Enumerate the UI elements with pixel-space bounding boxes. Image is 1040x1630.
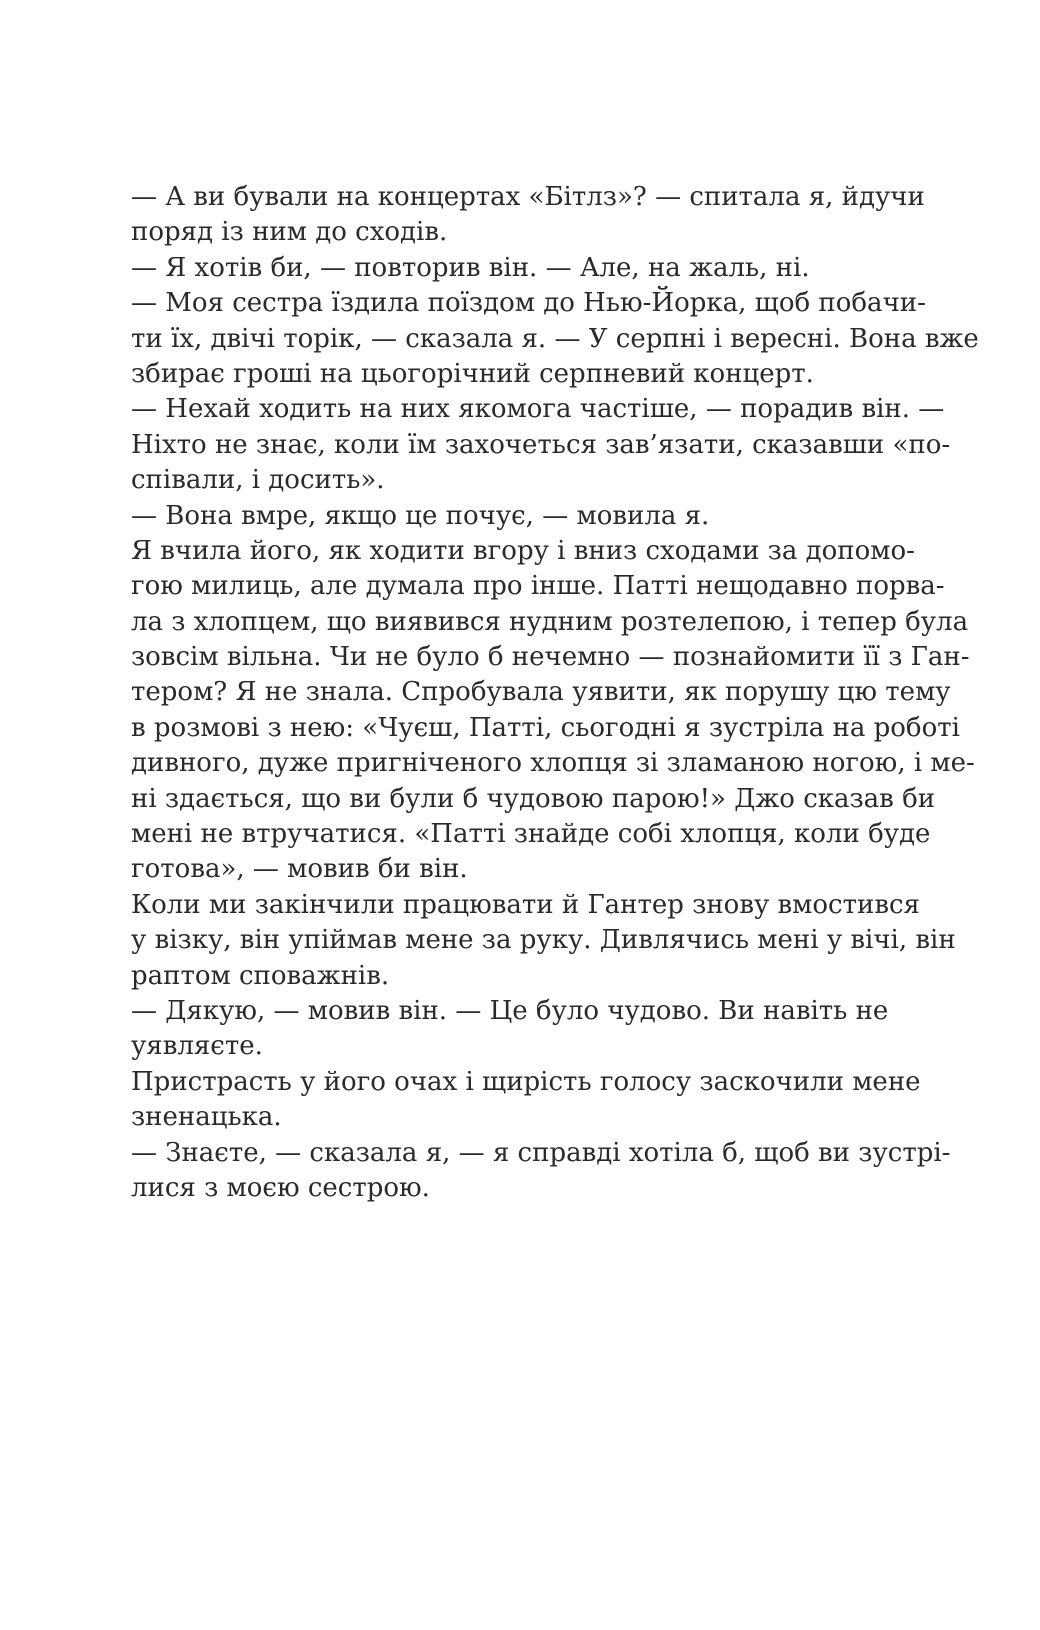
text-line: — А ви бували на концертах «Бітлз»? — спитала я, йдучи xyxy=(131,182,925,212)
text-line: Я вчила його, як ходити вгору і вниз сходами за допомо- xyxy=(131,535,915,566)
text-line: — Дякую, — мовив він. — Це було чудово. Ви навіть не xyxy=(131,995,889,1026)
text-line: уявляєте. xyxy=(131,1031,263,1062)
text-line: гою милиць, але думала про інше. Патті нещодавно порва- xyxy=(131,571,945,602)
text-line: в розмові з нею: «Чуєш, Патті, сьогодні я зустріла на роботі xyxy=(131,712,960,743)
text-line: мені не втручатися. «Патті знайде собі хлопця, коли буде xyxy=(131,819,931,850)
text-line: — Нехай ходить на них якомога частіше, — порадив він. — xyxy=(131,394,945,425)
text-line: у візку, він упіймав мене за руку. Дивлячись мені у вічі, він xyxy=(131,925,956,956)
text-line: дивного, дуже пригніченого хлопця зі зламаною ногою, і ме- xyxy=(131,748,975,779)
text-line: зненацька. xyxy=(131,1102,282,1133)
text-line: співали, і досить». xyxy=(131,465,385,496)
text-line: Ніхто не знає, коли їм захочеться зав’язати, сказавши «по- xyxy=(131,429,951,460)
text-line: збирає гроші на цьогорічний серпневий концерт. xyxy=(131,358,814,389)
text-line: поряд із ним до сходів. xyxy=(131,217,448,248)
text-line: — Я хотів би, — повторив він. — Але, на жаль, ні. xyxy=(131,252,810,283)
body-text xyxy=(131,180,979,1206)
text-line: раптом споважнів. xyxy=(131,960,390,991)
text-line: готова», — мовив би він. xyxy=(131,854,468,885)
text-line: ла з хлопцем, що виявився нудним розтелепою, і тепер була xyxy=(131,606,969,637)
text-line: зовсім вільна. Чи не було б нечемно — познайомити її з Ган- xyxy=(131,642,970,673)
text-line: Коли ми закінчили працювати й Гантер знову вмостився xyxy=(131,889,920,920)
text-line: ні здається, що ви були б чудовою парою!» Джо сказав би xyxy=(131,783,936,814)
text-line: — Моя сестра їздила поїздом до Нью-Йорка, щоб побачи- xyxy=(131,288,926,319)
text-line: ти їх, двічі торік, — сказала я. — У серпні і вересні. Вона вже xyxy=(131,323,979,354)
text-line: — Знаєте, — сказала я, — я справді хотіла б, щоб ви зустрі- xyxy=(131,1137,951,1168)
text-line: Пристрасть у його очах і щирість голосу заскочили мене xyxy=(131,1066,921,1097)
text-line: — Вона вмре, якщо це почує, — мовила я. xyxy=(131,500,710,531)
text-line: лися з моєю сестрою. xyxy=(131,1172,430,1203)
text-line: тером? Я не знала. Спробувала уявити, як порушу цю тему xyxy=(131,677,951,708)
